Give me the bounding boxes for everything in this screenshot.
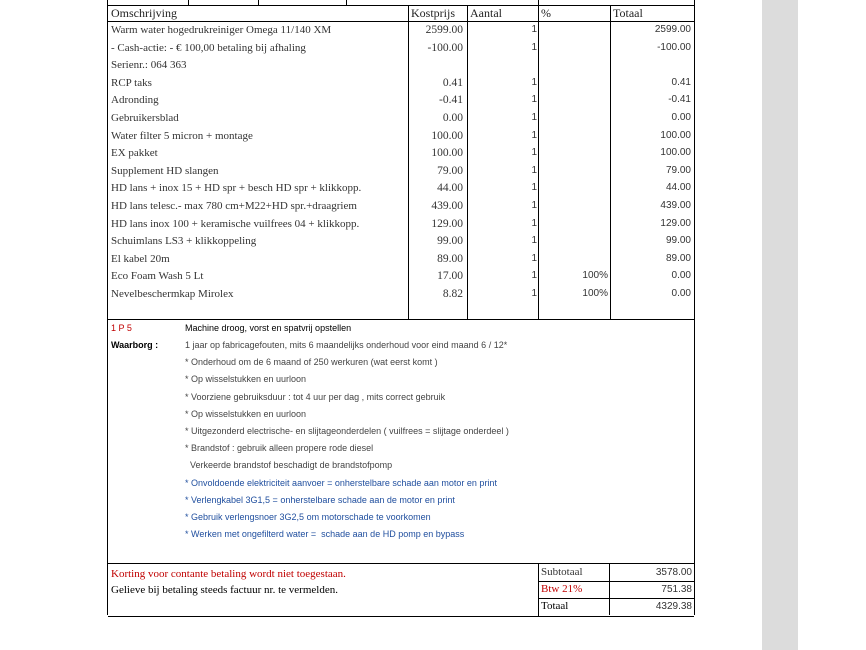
item-total: 0.00: [671, 270, 691, 282]
item-price: 17.00: [437, 270, 463, 283]
header-kostprijs: Kostprijs: [411, 6, 456, 20]
item-quantity: 1: [531, 129, 537, 141]
item-total: 129.00: [660, 217, 691, 229]
item-price: 44.00: [437, 182, 463, 195]
item-description: Schuimlans LS3 + klikkoppeling: [111, 235, 257, 248]
item-price: 100.00: [431, 147, 463, 160]
table-row: [108, 286, 694, 303]
warranty-line: * Onvoldoende elektriciteit aanvoer = onherstelbare schade aan motor en print: [185, 477, 497, 488]
table-row: [108, 233, 694, 250]
vat-label: Btw 21%: [541, 583, 583, 595]
item-total: 439.00: [660, 200, 691, 211]
item-price: 0.00: [442, 112, 463, 124]
item-quantity: 1: [531, 270, 537, 282]
header-percent: %: [541, 6, 551, 20]
item-quantity: 1: [531, 147, 537, 159]
item-quantity: 1: [531, 252, 537, 264]
item-total: 79.00: [665, 164, 691, 176]
item-description: El kabel 20m: [111, 252, 170, 265]
item-quantity: 1: [531, 41, 537, 53]
item-description: HD lans + inox 15 + HD spr + besch HD spr + klikkopp.: [111, 182, 362, 195]
table-row: [108, 145, 694, 162]
item-quantity: 1: [531, 164, 537, 176]
item-price: 99.00: [437, 235, 463, 248]
item-total: -100.00: [657, 41, 691, 53]
warranty-line: Verkeerde brandstof beschadigt de brandstofpomp: [185, 460, 393, 471]
table-row: [108, 128, 694, 145]
item-price: 100.00: [431, 129, 463, 142]
item-price: -0.41: [439, 94, 463, 107]
item-quantity: 1: [531, 235, 537, 247]
notes-section: [108, 319, 694, 563]
total-label: Totaal: [541, 600, 569, 612]
warranty-line: * Gebruik verlengsnoer 3G2,5 om motorschade te voorkomen: [185, 512, 431, 522]
item-description: HD lans telesc.- max 780 cm+M22+HD spr.+draagriem: [111, 200, 357, 212]
item-quantity: 1: [531, 94, 537, 106]
warranty-line: * Op wisselstukken en uurloon: [185, 408, 307, 419]
invoice-footer: [108, 563, 694, 617]
table-row: [108, 22, 694, 39]
warranty-label: Waarborg :: [111, 340, 159, 350]
item-quantity: 1: [531, 76, 537, 88]
table-row: [108, 92, 694, 109]
total-row: [539, 598, 695, 615]
table-row: [108, 180, 694, 197]
item-total: -0.41: [668, 94, 691, 106]
vat-row: [539, 581, 695, 599]
note-heading: Machine droog, vorst en spatvrij opstellen: [185, 323, 352, 333]
item-description: Warm water hogedrukreiniger Omega 11/140 XM: [111, 24, 332, 36]
item-price: -100.00: [427, 41, 463, 54]
warranty-line: * Voorziene gebruiksduur : tot 4 uur per dag , mits correct gebruik: [185, 391, 446, 402]
header-totaal: Totaal: [613, 6, 643, 20]
item-description: RCP taks: [111, 76, 152, 89]
item-price: 8.82: [442, 288, 463, 300]
warranty-line: * Werken met ongefilterd water = schade aan de HD pomp en bypass: [185, 529, 465, 540]
item-quantity: 1: [531, 112, 537, 123]
warranty-line: * Verlengkabel 3G1,5 = onherstelbare schade aan de motor en print: [185, 494, 455, 505]
subtotal-label: Subtotaal: [541, 566, 583, 578]
item-description: HD lans inox 100 + keramische vuilfrees 04 + klikkopp.: [111, 217, 360, 230]
item-total: 2599.00: [654, 24, 691, 35]
item-discount: 100%: [582, 270, 608, 282]
item-description: Gebruikersblad: [111, 112, 179, 124]
warranty-line: 1 jaar op fabricagefouten, mits 6 maandelijks onderhoud voor eind maand 6 / 12*: [185, 340, 508, 350]
item-description: Supplement HD slangen: [111, 164, 219, 177]
item-quantity: 1: [531, 182, 537, 194]
item-total: 0.41: [671, 76, 691, 88]
table-row: [108, 40, 694, 57]
item-price: 2599.00: [425, 24, 463, 36]
subtotal-row: [539, 564, 695, 582]
payment-reference-notice: Gelieve bij betaling steeds factuur nr. te vermelden.: [111, 584, 338, 596]
item-quantity: 1: [531, 217, 537, 229]
warranty-line: * Uitgezonderd electrische- en slijtageonderdelen ( vuilfrees = slijtage onderdeel ): [185, 426, 509, 436]
item-price: 79.00: [437, 164, 463, 177]
warranty-line: * Op wisselstukken en uurloon: [185, 374, 307, 385]
warranty-line: * Brandstof : gebruik alleen propere rode diesel: [185, 443, 374, 454]
table-row: [108, 251, 694, 268]
item-description: EX pakket: [111, 147, 158, 160]
vat-value: 751.38: [661, 584, 692, 595]
header-omschrijving: Omschrijving: [111, 6, 177, 20]
item-description: Nevelbeschermkap Mirolex: [111, 288, 234, 300]
item-total: 100.00: [660, 147, 691, 159]
invoice-table: [107, 0, 695, 615]
totals-box: [538, 564, 695, 616]
scrollbar-track[interactable]: [762, 0, 798, 650]
item-description: Water filter 5 micron + montage: [111, 129, 253, 142]
item-total: 0.00: [671, 112, 691, 123]
cash-discount-notice: Korting voor contante betaling wordt niet toegestaan.: [111, 568, 346, 580]
note-code: 1 P 5: [111, 323, 132, 333]
item-description: Serienr.: 064 363: [111, 59, 187, 72]
item-discount: 100%: [582, 288, 608, 299]
item-quantity: 1: [531, 200, 537, 211]
total-value: 4329.38: [655, 601, 692, 612]
item-total: 99.00: [665, 235, 691, 247]
warranty-line: * Onderhoud om de 6 maand of 250 werkuren (wat eerst komt ): [185, 357, 438, 368]
subtotal-value: 3578.00: [655, 567, 692, 578]
table-row: [108, 110, 694, 127]
table-header: [108, 5, 694, 22]
table-row: [108, 198, 694, 215]
item-quantity: 1: [531, 288, 537, 299]
item-price: 439.00: [431, 200, 463, 212]
item-description: Eco Foam Wash 5 Lt: [111, 270, 204, 283]
item-total: 89.00: [665, 252, 691, 264]
item-total: 0.00: [671, 288, 691, 299]
item-total: 100.00: [660, 129, 691, 141]
table-row: [108, 268, 694, 285]
item-price: 89.00: [437, 252, 463, 265]
item-price: 129.00: [431, 217, 463, 230]
item-description: Adronding: [111, 94, 159, 107]
item-total: 44.00: [665, 182, 691, 194]
table-row: [108, 163, 694, 180]
item-quantity: 1: [531, 24, 537, 35]
table-row: [108, 57, 694, 74]
table-row: [108, 75, 694, 92]
header-aantal: Aantal: [470, 6, 502, 20]
item-price: 0.41: [442, 76, 463, 89]
table-row: [108, 216, 694, 233]
item-description: - Cash-actie: - € 100,00 betaling bij afhaling: [111, 41, 306, 54]
